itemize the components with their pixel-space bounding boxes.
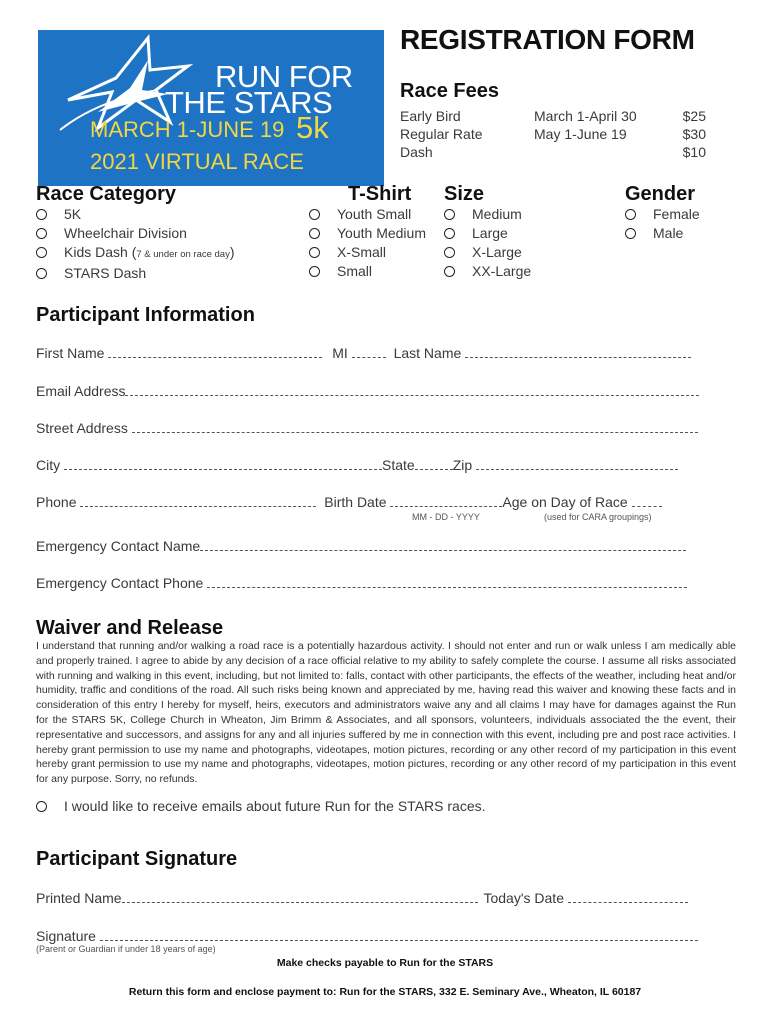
option-label: X-Large bbox=[472, 244, 522, 260]
tshirt-option[interactable] bbox=[309, 262, 426, 281]
zip-label: Zip bbox=[452, 457, 473, 473]
radio-button[interactable] bbox=[36, 228, 47, 239]
radio-button[interactable] bbox=[309, 247, 320, 258]
age-hint: (used for CARA groupings) bbox=[544, 512, 652, 522]
last-name-field[interactable] bbox=[465, 356, 691, 358]
kids-close: ) bbox=[229, 244, 235, 260]
fee-price: $10 bbox=[682, 144, 706, 160]
option-label: Wheelchair Division bbox=[64, 225, 187, 241]
radio-button[interactable] bbox=[625, 209, 636, 220]
signature-row bbox=[36, 928, 698, 944]
radio-button[interactable] bbox=[309, 209, 320, 220]
logo-virtual: 2021 VIRTUAL RACE bbox=[90, 149, 304, 174]
tshirt-option[interactable] bbox=[444, 262, 531, 281]
run-for-the-stars-logo bbox=[38, 30, 384, 186]
email-opt-in-label: I would like to receive emails about future Run for the STARS races. bbox=[64, 798, 486, 814]
phone-row bbox=[36, 494, 662, 510]
option-label: STARS Dash bbox=[64, 265, 147, 281]
printed-name-label: Printed Name bbox=[36, 890, 122, 906]
first-name-label: First Name bbox=[36, 345, 105, 361]
radio-button[interactable] bbox=[625, 228, 636, 239]
race-category-option[interactable] bbox=[36, 264, 235, 283]
option-label: Male bbox=[653, 225, 684, 241]
radio-button[interactable] bbox=[444, 228, 455, 239]
emergency-phone-label: Emergency Contact Phone bbox=[36, 575, 204, 591]
radio-button[interactable] bbox=[36, 209, 47, 220]
participant-heading: Participant Information bbox=[36, 304, 255, 326]
guardian-hint: (Parent or Guardian if under 18 years of age) bbox=[36, 944, 216, 954]
fee-price: $25 bbox=[682, 108, 706, 124]
radio-button[interactable] bbox=[36, 247, 47, 258]
emergency-name-row bbox=[36, 538, 686, 554]
phone-field[interactable] bbox=[80, 505, 316, 507]
state-field[interactable] bbox=[415, 468, 453, 470]
fee-dates bbox=[534, 107, 637, 143]
tshirt-option[interactable] bbox=[309, 205, 426, 224]
tshirt-options-col1 bbox=[309, 205, 426, 281]
gender-heading: Gender bbox=[625, 183, 696, 205]
logo-line-2: THE STARS bbox=[165, 85, 333, 120]
email-row bbox=[36, 383, 699, 399]
fee-price: $30 bbox=[682, 126, 706, 142]
fee-labels bbox=[400, 107, 483, 161]
option-label: X-Small bbox=[337, 244, 387, 260]
page-title: REGISTRATION FORM bbox=[400, 24, 695, 55]
fee-label: Dash bbox=[400, 144, 433, 160]
city-field[interactable] bbox=[64, 468, 382, 470]
street-label: Street Address bbox=[36, 420, 128, 436]
radio-button[interactable] bbox=[309, 266, 320, 277]
phone-label: Phone bbox=[36, 494, 77, 510]
emergency-phone-row bbox=[36, 575, 687, 591]
size-heading: Size bbox=[444, 183, 485, 205]
age-label: Age on Day of Race bbox=[502, 494, 628, 510]
tshirt-options-col2 bbox=[444, 205, 531, 281]
signature-field[interactable] bbox=[100, 939, 698, 941]
radio-button[interactable] bbox=[36, 268, 47, 279]
birth-date-field[interactable] bbox=[390, 505, 502, 507]
radio-button[interactable] bbox=[444, 209, 455, 220]
signature-heading: Participant Signature bbox=[36, 848, 238, 870]
mi-label: MI bbox=[332, 345, 348, 361]
fee-date: March 1-April 30 bbox=[534, 108, 637, 124]
kids-note: 7 & under on race day bbox=[136, 249, 230, 260]
radio-button[interactable] bbox=[444, 266, 455, 277]
logo-line-1: RUN FOR bbox=[215, 59, 353, 94]
age-field[interactable] bbox=[632, 505, 662, 507]
todays-date-field[interactable] bbox=[568, 901, 688, 903]
city-row bbox=[36, 457, 678, 473]
printed-name-field[interactable] bbox=[122, 901, 478, 903]
option-label: 5K bbox=[64, 206, 82, 222]
tshirt-heading: T-Shirt bbox=[348, 183, 412, 205]
option-label: Small bbox=[337, 263, 373, 279]
fee-label: Regular Rate bbox=[400, 126, 483, 142]
email-field[interactable] bbox=[125, 394, 699, 396]
option-label: Large bbox=[472, 225, 508, 241]
first-name-field[interactable] bbox=[108, 356, 322, 358]
birth-date-label: Birth Date bbox=[324, 494, 387, 510]
emergency-name-field[interactable] bbox=[200, 549, 686, 551]
race-category-option[interactable] bbox=[36, 205, 235, 224]
option-label: Youth Small bbox=[337, 206, 412, 222]
emergency-name-label: Emergency Contact Name bbox=[36, 538, 201, 554]
radio-button[interactable] bbox=[36, 801, 47, 812]
emergency-phone-field[interactable] bbox=[207, 586, 687, 588]
city-label: City bbox=[36, 457, 61, 473]
birth-date-hint: MM - DD - YYYY bbox=[412, 512, 480, 522]
street-row bbox=[36, 420, 698, 436]
zip-field[interactable] bbox=[476, 468, 678, 470]
signature-label: Signature bbox=[36, 928, 96, 944]
fee-date: May 1-June 19 bbox=[534, 126, 627, 142]
gender-option[interactable] bbox=[625, 224, 700, 243]
waiver-heading: Waiver and Release bbox=[36, 617, 224, 639]
email-opt-in[interactable] bbox=[36, 797, 486, 816]
race-category-option[interactable] bbox=[36, 243, 235, 264]
todays-date-label: Today's Date bbox=[483, 890, 564, 906]
radio-button[interactable] bbox=[309, 228, 320, 239]
radio-button[interactable] bbox=[444, 247, 455, 258]
return-note: Return this form and enclose payment to: Run for the STARS, 332 E. Seminary Ave., Wheaton, IL 60187 bbox=[128, 986, 642, 998]
gender-options bbox=[625, 205, 700, 243]
race-category-option[interactable] bbox=[36, 224, 235, 243]
race-category-options bbox=[36, 205, 235, 283]
street-field[interactable] bbox=[132, 431, 698, 433]
tshirt-option[interactable] bbox=[444, 224, 531, 243]
last-name-label: Last Name bbox=[393, 345, 462, 361]
tshirt-option[interactable] bbox=[309, 243, 426, 262]
waiver-text: I understand that running and/or walking a road race is a potentially hazardous activity. I should not enter and run or walk unless I am medically able and properly trained. I agree to abide by any decision of a race official relative to my ability to safely complete the course. I assume all risks associated with running and walking in this event, including, but not limited to: falls, contact with other participants, the effects of the weather, including heat and/or humidity, traffic and conditions of the road. All such risks being known and appreciated by me, having read this waiver and knowing these facts and in consideration of this entry I hereby for myself, heirs, executors and administrators waive any and all claims I may have for damages against the Run for the STARS 5K, College Church in Wheaton, Jim Brimm & Associates, and all sponsors, volunteers, individuals associated the the event, their representative and successors, and assigns for any and all injuries suffered by me in connection with this event, including pre and post race activities. I hereby grant permission to use my name and photographs, videotapes, motion pictures, recording or any other record of my participation in this event hereby grant permission to use my name and photographs, videotapes, motion pictures, recording or any other record of my participation in this event for any purpose. Sorry, no refunds. bbox=[36, 640, 736, 786]
option-label: Kids Dash ( bbox=[64, 244, 137, 260]
state-label: State bbox=[382, 457, 415, 473]
option-label: XX-Large bbox=[472, 263, 532, 279]
tshirt-option[interactable] bbox=[444, 205, 531, 224]
logo-dates: MARCH 1-JUNE 19 bbox=[90, 117, 285, 142]
option-label: Youth Medium bbox=[337, 225, 426, 241]
mi-field[interactable] bbox=[352, 356, 386, 358]
tshirt-option[interactable] bbox=[444, 243, 531, 262]
option-label: Female bbox=[653, 206, 700, 222]
tshirt-option[interactable] bbox=[309, 224, 426, 243]
race-fees-heading: Race Fees bbox=[400, 80, 499, 102]
option-label: Medium bbox=[472, 206, 522, 222]
name-row bbox=[36, 345, 691, 361]
logo-distance: 5k bbox=[296, 110, 329, 145]
checks-note: Make checks payable to Run for the STARS bbox=[276, 957, 494, 969]
fee-prices bbox=[660, 107, 706, 161]
email-label: Email Address bbox=[36, 383, 126, 399]
gender-option[interactable] bbox=[625, 205, 700, 224]
printed-name-row bbox=[36, 890, 688, 906]
race-category-heading: Race Category bbox=[36, 183, 177, 205]
fee-label: Early Bird bbox=[400, 108, 461, 124]
